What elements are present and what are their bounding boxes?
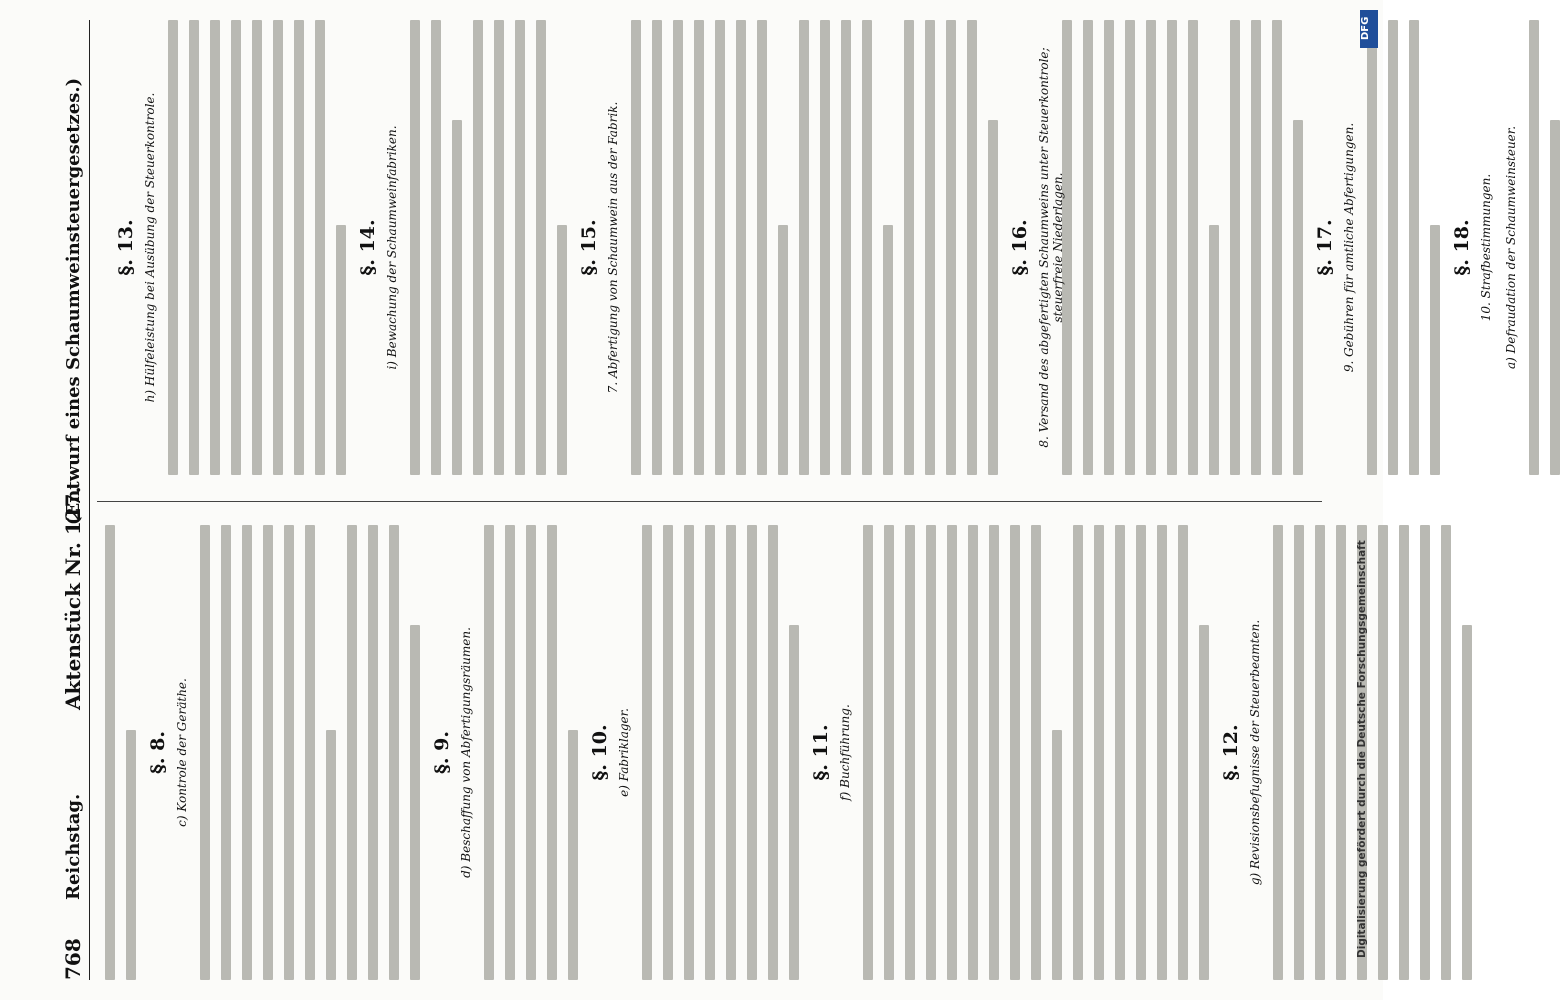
digitization-credit	[1356, 8, 1382, 998]
header-left: Reichstag.	[63, 793, 84, 900]
section-heading-12: §. 12.	[1220, 724, 1242, 781]
section-heading-17: §. 17.	[1314, 219, 1336, 276]
paragraph-11-2	[1073, 525, 1209, 980]
dfg-logo: DFG	[1360, 10, 1378, 48]
section-heading-18: §. 18.	[1451, 219, 1473, 276]
section-subtitle-8: c) Kontrole der Geräthe.	[175, 678, 189, 827]
section-subtitle-17: 9. Gebühren für amtliche Abfertigungen.	[1342, 122, 1356, 373]
section-heading-9: §. 9.	[431, 731, 453, 775]
section-heading-8: §. 8.	[147, 731, 169, 775]
header-center: Aktenstück Nr. 127.	[61, 486, 85, 710]
paragraph-18-1	[1529, 20, 1560, 475]
section-subtitle-13: h) Hülfeleistung bei Ausübung der Steuerkontrole.	[143, 92, 157, 403]
section-heading-16: §. 16.	[1009, 219, 1031, 276]
section-subtitle-10: e) Fabriklager.	[617, 708, 631, 797]
paragraph-16-1	[1062, 20, 1219, 475]
section-subtitle-16: 8. Versand des abgefertigten Schaumweins unter Steuerkontrole; steuerfreie Niederlagen.	[1037, 47, 1065, 448]
left-column	[105, 525, 1320, 980]
section-subtitle-12: g) Revisionsbefugnisse der Steuerbeamten.	[1248, 619, 1262, 886]
paragraph-continuation	[105, 525, 136, 980]
header-right: (Entwurf eines Schaumweinsteuergesetzes.)	[63, 77, 84, 525]
running-header	[55, 20, 90, 980]
paragraph-8-1	[200, 525, 336, 980]
column-divider	[97, 501, 1322, 502]
section-heading-10: §. 10.	[589, 724, 611, 781]
section-heading-13: §. 13.	[115, 219, 137, 276]
paragraph-11-1	[863, 525, 1062, 980]
section-subtitle-18: 10. Strafbestimmungen.	[1479, 173, 1493, 322]
section-subtitle-18a: a) Defraudation der Schaumweinsteuer.	[1504, 125, 1518, 370]
paragraph-15-3	[904, 20, 998, 475]
dfg-credit-text: Digitalisierung gefördert durch die Deutsche Forschungsgemeinschaft	[1356, 540, 1368, 958]
paragraph-13-1	[168, 20, 346, 475]
page-number: 768	[61, 938, 85, 980]
section-heading-11: §. 11.	[810, 724, 832, 781]
paragraph-14-1	[410, 20, 462, 475]
paragraph-9-1	[484, 525, 578, 980]
paragraph-15-1	[631, 20, 788, 475]
paragraph-8-2	[347, 525, 420, 980]
paragraph-14-2	[473, 20, 567, 475]
section-subtitle-9: d) Beschaffung von Abfertigungsräumen.	[459, 627, 473, 878]
section-heading-15: §. 15.	[578, 219, 600, 276]
paragraph-15-2	[799, 20, 893, 475]
section-subtitle-15: 7. Abfertigung von Schaumwein aus der Fabrik.	[606, 101, 620, 394]
paragraph-10-1	[642, 525, 799, 980]
section-subtitle-11: f) Buchführung.	[838, 704, 852, 801]
section-subtitle-14: i) Bewachung der Schaumweinfabriken.	[385, 125, 399, 370]
paragraph-16-2	[1230, 20, 1303, 475]
section-heading-14: §. 14.	[357, 219, 379, 276]
